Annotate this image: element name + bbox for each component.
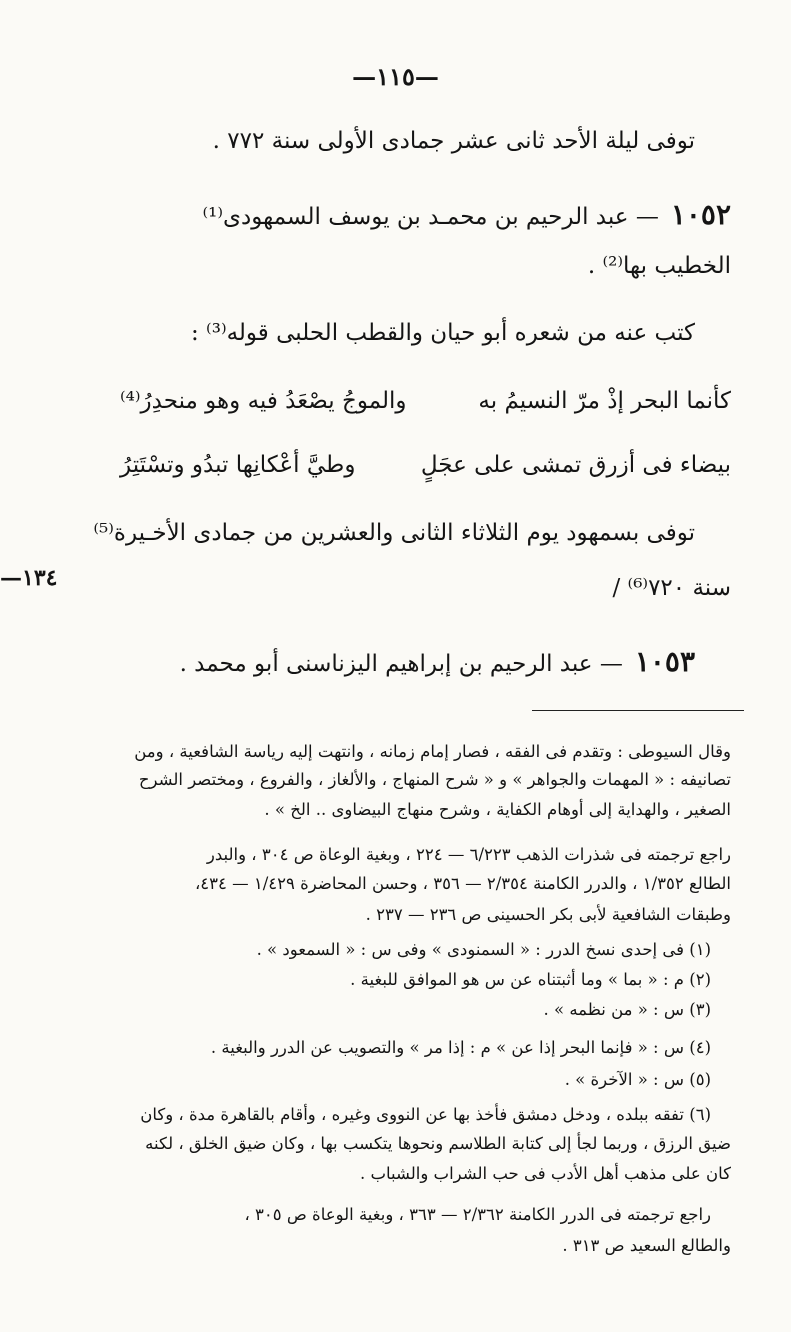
footnote-line: (٥) س : « الآخرة » . xyxy=(564,1070,711,1089)
death-date-line: توفى ليلة الأحد ثانى عشر جمادى الأولى سنة ٧٧٢ . xyxy=(212,128,695,154)
entry-1053-heading xyxy=(180,645,695,678)
footnote-line: الصغير ، والهداية إلى أوهام الكفاية ، وشرح منهاج البيضاوى .. الخ » . xyxy=(264,800,731,819)
footnote-line: وقال السيوطى : وتقدم فى الفقه ، فصار إمام زمانه ، وانتهت إليه رياسة الشافعية ، ومن xyxy=(134,742,731,761)
poem-intro: كتب عنه من شعره أبو حيان والقطب الحلبى قوله⁽³⁾ : xyxy=(190,320,695,346)
entry-number: ١٠٥٢ xyxy=(670,198,731,231)
death-year-line: سنة ٧٢٠⁽⁶⁾ / xyxy=(612,575,731,601)
footnote-divider xyxy=(532,710,744,711)
verse-1 xyxy=(120,388,731,428)
footnote-line: (٦) تفقه ببلده ، ودخل دمشق فأخذ بها عن النووى وغيره ، وأقام بالقاهرة مدة ، وكان xyxy=(140,1105,711,1124)
footnote-line: راجع ترجمته فى شذرات الذهب ٦/٢٢٣ — ٢٢٤ ، وبغية الوعاة ص ٣٠٤ ، والبدر xyxy=(206,845,731,864)
entry-1052-continuation: الخطيب بها⁽²⁾ . xyxy=(587,253,731,279)
margin-page-reference: ١٣٤— xyxy=(0,565,58,591)
verse-2-second-hemistich: وطيَّ أعْكانِها تبدُو وتسْتَتِرُ xyxy=(120,452,356,478)
footnote-line: والطالع السعيد ص ٣١٣ . xyxy=(562,1236,731,1255)
footnote-line: راجع ترجمته فى الدرر الكامنة ٢/٣٦٢ — ٣٦٣ ، وبغية الوعاة ص ٣٠٥ ، xyxy=(244,1205,711,1224)
entry-title: — عبد الرحيم بن محمـد بن يوسف السمهودى⁽¹⁾ xyxy=(202,204,659,230)
footnote-line: (٢) م : « بما » وما أثبتناه عن س هو الموافق للبغية . xyxy=(350,970,711,989)
death-place-line: توفى بسمهود يوم الثلاثاء الثانى والعشرين من جمادى الأخـيرة⁽⁵⁾ xyxy=(93,520,695,546)
verse-2 xyxy=(120,452,731,492)
footnote-line: (٣) س : « من نظمه » . xyxy=(543,1000,711,1019)
footnote-line: كان على مذهب أهل الأدب فى حب الشراب والشباب . xyxy=(359,1164,731,1183)
footnote-line: تصانيفه : « المهمات والجواهر » و « شرح المنهاج ، والألغاز ، والفروع ، ومختصر الشرح xyxy=(138,770,731,789)
entry-title: — عبد الرحيم بن إبراهيم اليزناسنى أبو محمد . xyxy=(179,651,623,677)
verse-1-first-hemistich: كأنما البحر إذْ مرّ النسيمُ به xyxy=(478,388,731,414)
page-number: —١١٥— xyxy=(352,62,439,91)
verse-2-first-hemistich: بيضاء فى أزرق تمشى على عجَلٍ xyxy=(420,452,731,478)
footnote-line: (٤) س : « فإنما البحر إذا عن » م : إذا مر » والتصويب عن الدرر والبغية . xyxy=(210,1038,711,1057)
footnote-line: وطبقات الشافعية لأبى بكر الحسينى ص ٢٣٦ — ٢٣٧ . xyxy=(365,905,731,924)
footnote-line: ضيق الرزق ، وربما لجأ إلى كتابة الطلاسم ونحوها يتكسب بها ، وكان ضيق الخلق ، لكنه xyxy=(145,1134,731,1153)
entry-number: ١٠٥٣ xyxy=(634,645,695,678)
verse-1-second-hemistich: والموجُ يصْعَدُ فيه وهو منحدِرُ⁽⁴⁾ xyxy=(120,388,407,414)
footnote-line: (١) فى إحدى نسخ الدرر : « السمنودى » وفى س : « السمعود » . xyxy=(256,940,711,959)
entry-1052-heading xyxy=(202,198,731,231)
footnote-line: الطالع ١/٣٥٢ ، والدرر الكامنة ٢/٣٥٤ — ٣٥٦ ، وحسن المحاضرة ١/٤٢٩ — ٤٣٤، xyxy=(194,874,731,893)
